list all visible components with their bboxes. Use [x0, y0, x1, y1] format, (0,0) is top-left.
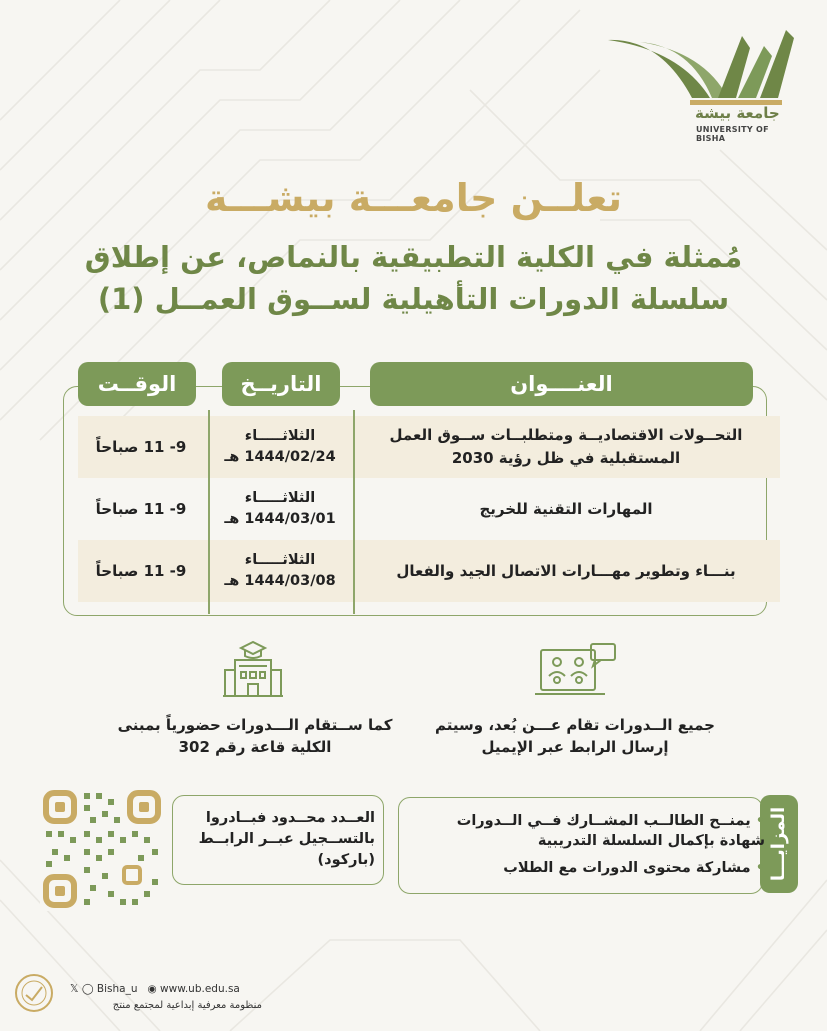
- feature-online-text: جميع الــدورات تقام عـــن بُعد، وسيتم إرسال الرابط عبر الإيميل: [435, 716, 715, 756]
- row-time: 9- 11 صباحاً: [95, 561, 187, 580]
- table-row: [78, 478, 780, 540]
- university-logo: [600, 28, 800, 143]
- row-title: التحــولات الاقتصاديــة ومتطلبــات ســوق العمل المستقبلية في ظل رؤية 2030: [389, 426, 743, 467]
- table-row: [78, 540, 780, 602]
- header-time: الوقــت: [78, 362, 196, 406]
- benefit-text: مشاركة محتوى الدورات مع الطلاب: [503, 860, 751, 876]
- globe-icon: ◉: [147, 983, 157, 995]
- row-time: 9- 11 صباحاً: [95, 499, 187, 518]
- column-divider: [353, 410, 355, 614]
- row-hijri-date: 1444/02/24 هـ: [224, 449, 336, 465]
- logo-arabic-name: جامعة بيشة: [695, 104, 780, 122]
- twitter-icon[interactable]: 𝕏: [70, 983, 79, 995]
- header-date: التاريــخ: [222, 362, 340, 406]
- row-time: 9- 11 صباحاً: [95, 437, 187, 456]
- online-meeting-icon: [535, 642, 617, 700]
- column-divider: [208, 410, 210, 614]
- row-day: الثلاثـــــاء: [244, 428, 316, 444]
- header-title: العنــــوان: [370, 362, 753, 406]
- website-link[interactable]: www.ub.edu.sa: [160, 983, 240, 995]
- qr-code[interactable]: [40, 787, 164, 911]
- bullet: •: [755, 813, 765, 829]
- bullet: •: [755, 860, 765, 876]
- twitter-handle[interactable]: Bisha_u: [96, 983, 138, 995]
- footer-slogan: منظومة معرفية إبداعية لمجتمع منتج: [112, 1000, 262, 1011]
- footer-links: [70, 983, 240, 995]
- feature-inperson-text: كما ســتقام الـــدورات حضورياً بمبنى الكلية قاعة رقم 302: [117, 716, 393, 756]
- registration-text: العــدد محــدود فبــادروا بالتســجيل عبــر الرابــط (باركود): [198, 810, 375, 868]
- row-day: الثلاثـــــاء: [244, 552, 316, 568]
- row-date: [210, 540, 350, 602]
- benefit-item: [425, 858, 765, 878]
- subtitle-line-2: سلسلة الدورات التأهيلية لســوق العمــل (1): [97, 282, 730, 316]
- accreditation-seal-icon: [14, 973, 54, 1013]
- row-day: الثلاثـــــاء: [244, 490, 316, 506]
- benefits-label: المزايـــا: [768, 806, 789, 882]
- logo-english-name: UNIVERSITY OF BISHA: [696, 125, 769, 143]
- row-hijri-date: 1444/03/01 هـ: [224, 511, 336, 527]
- table-row: [78, 416, 780, 478]
- instagram-icon[interactable]: ◯: [81, 983, 94, 995]
- row-hijri-date: 1444/03/08 هـ: [224, 573, 336, 589]
- logo-emblem-icon: [600, 28, 800, 108]
- benefits-tab: [760, 795, 798, 893]
- headline: تعلــن جامعـــة بيشـــة: [205, 176, 622, 220]
- row-title: المهارات التقنية للخريج: [479, 499, 653, 518]
- benefit-text: يمنــح الطالــب المشــارك فــي الــدورات شهادة بإكمال السلسلة التدريبية: [456, 813, 765, 849]
- subtitle-line-1: مُمثلة في الكلية التطبيقية بالنماص، عن إطلاق: [84, 240, 743, 274]
- row-date: [210, 478, 350, 540]
- benefit-item: [425, 811, 765, 851]
- building-icon: [223, 638, 283, 700]
- row-title: بنـــاء وتطوير مهـــارات الاتصال الجيد والفعال: [396, 561, 736, 580]
- row-date: [210, 416, 350, 478]
